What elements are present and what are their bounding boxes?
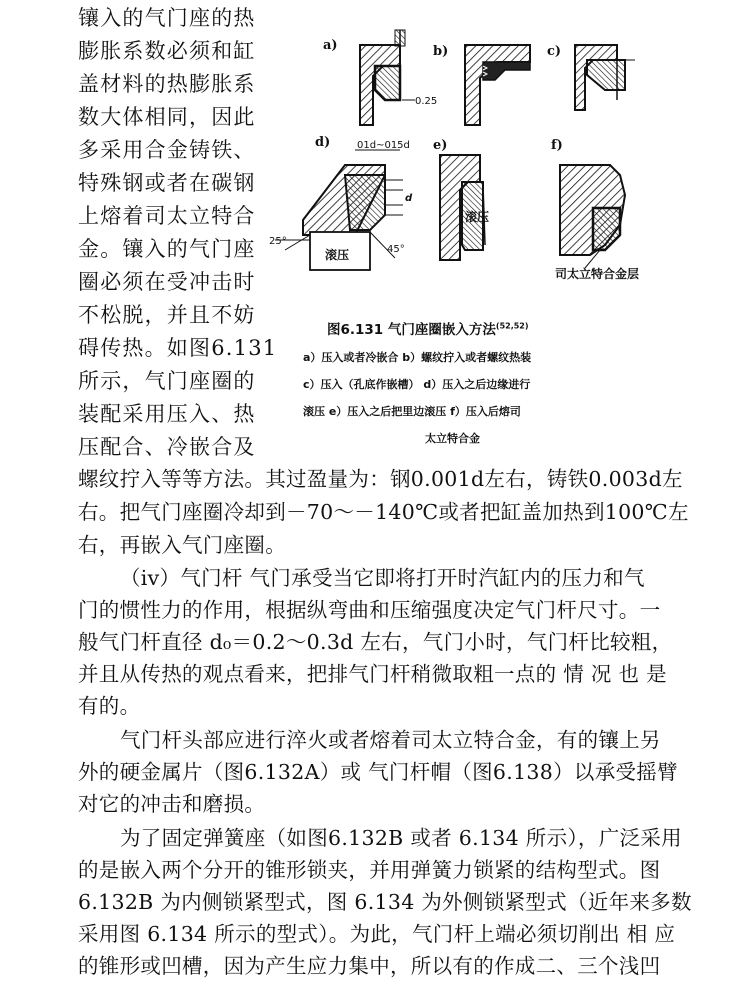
panel-label-d: d): [315, 135, 331, 150]
text-line: 所示，气门座圈的: [78, 369, 256, 393]
text-line: 装配采用压入、热: [78, 402, 256, 426]
caption-line: 滚压 e）压入之后把里边滚压 f）压入后熔司: [303, 405, 521, 418]
diagram-c: [575, 45, 635, 110]
panel-label-b: b): [433, 44, 449, 59]
panel-label-a: a): [323, 38, 338, 53]
text-line: 金。镶入的气门座: [78, 237, 256, 261]
diagram-b: [465, 45, 530, 125]
text-line: 数大体相同，因此: [78, 105, 256, 129]
caption-line: a）压入或者冷嵌合 b）螺纹拧入或者螺纹热装: [303, 351, 532, 364]
text-line: 上熔着司太立特合: [78, 204, 256, 228]
figure-caption-title: [327, 318, 529, 338]
stellite-label: 司太立特合金层: [555, 267, 640, 281]
text-line: 般气门杆直径 d₀＝0.2～0.3d 左右，气门小时，气门杆比较粗，: [78, 630, 673, 654]
dim-range: 01d~015d: [357, 140, 410, 151]
text-line: 压配合、冷嵌合及: [78, 435, 256, 459]
text-line: 特殊钢或者在碳钢: [78, 171, 256, 195]
dim-d: d: [405, 193, 413, 204]
text-line: 右，再嵌入气门座圈。: [78, 533, 286, 557]
text-line: 不松脱，并且不妨: [78, 303, 256, 327]
caption-line: c）压入（孔底作嵌槽） d）压入之后边缘进行: [303, 378, 531, 391]
panel-label-e: e): [433, 138, 448, 153]
diagram-f: [560, 165, 625, 268]
text-line: 右。把气门座圈冷却到－70～－140℃或者把缸盖加热到100℃左: [78, 500, 689, 524]
text-line: 的是嵌入两个分开的锥形锁夹，并用弹簧力锁紧的结构型式。图: [78, 858, 661, 882]
section-heading-line: （iv）气门杆 气门承受当它即将打开时汽缸内的压力和气: [120, 566, 645, 590]
threaded-seat: [483, 62, 530, 80]
angle-line: [285, 235, 310, 250]
text-line: 并且从传热的观点看来，把排气门杆稍微取粗一点的 情 况 也 是: [78, 662, 667, 686]
panel-label-f: f): [551, 138, 563, 153]
text-line: 膨胀系数必须和缸: [78, 39, 256, 63]
figure-6-131: [269, 0, 715, 462]
diagram-a: [360, 30, 415, 125]
text-line: 盖材料的热膨胀系: [78, 72, 256, 96]
text-line: 圈必须在受冲击时: [78, 270, 256, 294]
text-line: 对它的冲击和磨损。: [78, 792, 266, 816]
text-line: 多采用合金铸铁、: [78, 138, 256, 162]
angle-45: 45°: [387, 244, 405, 255]
roll-label-d: 滚压: [325, 248, 350, 262]
text-line: 的锥形或凹槽，因为产生应力集中，所以有的作成二、三个浅凹: [78, 954, 661, 978]
text-line: 有的。: [78, 694, 141, 718]
text-line: 为了固定弹簧座（如图6.132B 或者 6.134 所示），广泛采用: [120, 826, 682, 850]
seat-insert: [375, 66, 400, 100]
roll-label-e: 滚压: [465, 210, 490, 224]
seat-insert: [345, 175, 385, 230]
seat-insert: [587, 60, 625, 90]
text-line: 碍传热。如图6.131: [78, 336, 278, 360]
caption-line: 太立特合金: [425, 432, 480, 445]
panel-label-c: c): [547, 44, 562, 59]
caption-ref: (52,52): [495, 321, 529, 331]
text-line: 螺纹拧入等等方法。其过盈量为：钢0.001d左右，铸铁0.003d左: [78, 467, 683, 491]
text-line: 外的硬金属片（图6.132A）或 气门杆帽（图6.138）以承受摇臂: [78, 760, 678, 784]
angle-25: 25°: [269, 236, 287, 247]
text-line: 采用图 6.134 所示的型式）。为此，气门杆上端必须切削出 相 应: [78, 922, 676, 946]
dim-0-25: 0.25: [415, 96, 438, 107]
dim-mark: [395, 30, 405, 46]
stellite-layer: [593, 208, 620, 250]
text-line: 镶入的气门座的热: [78, 6, 256, 30]
head-body: [465, 45, 530, 125]
text-line: 气门杆头部应进行淬火或者熔着司太立特合金，有的镶上另: [120, 728, 661, 752]
text-line: 6.132B 为内侧锁紧型式，图 6.134 为外侧锁紧型式（近年来多数: [78, 890, 692, 914]
text-line: 门的惯性力的作用，根据纵弯曲和压缩强度决定气门杆尺寸。一: [78, 598, 661, 622]
caption-title-text: 图6.131 气门座圈嵌入方法: [327, 322, 496, 338]
